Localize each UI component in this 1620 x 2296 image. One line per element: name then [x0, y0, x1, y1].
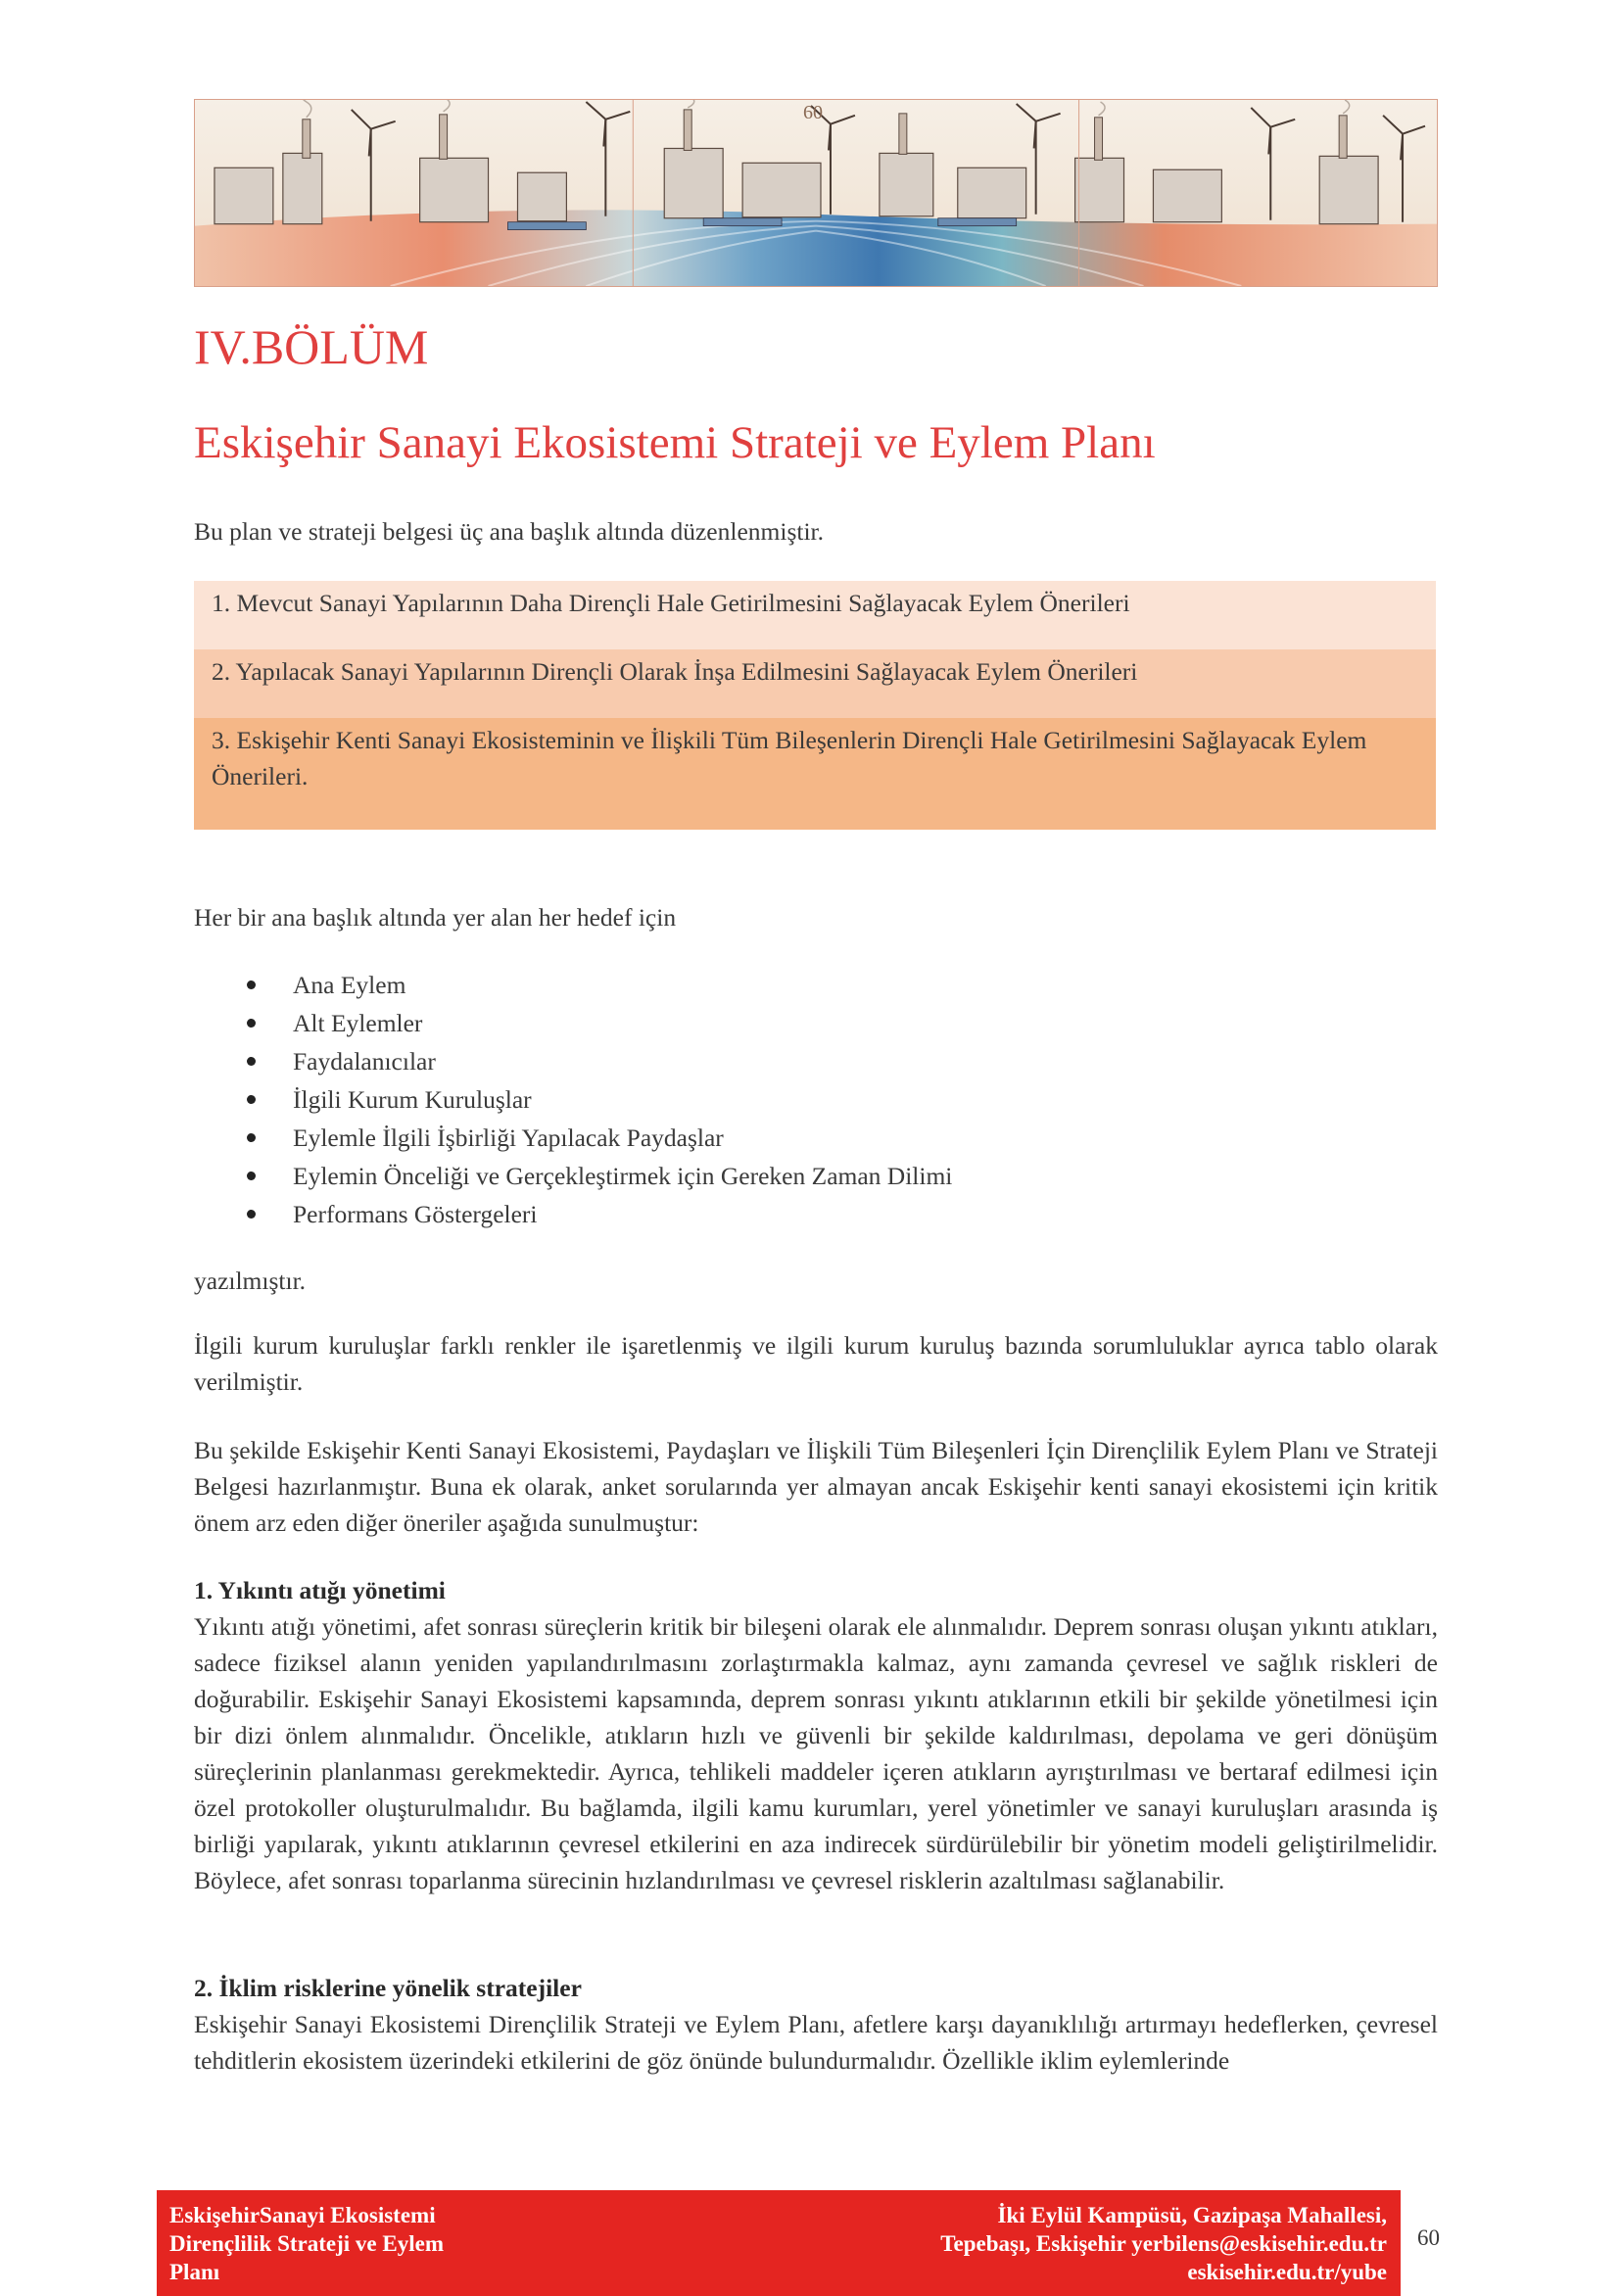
- list-item: Ana Eylem: [194, 966, 952, 1004]
- bullet-icon: [247, 981, 256, 989]
- bullet-icon: [247, 1057, 256, 1066]
- plan-heading-2: 2. Yapılacak Sanayi Yapılarının Dirençli Olarak İnşa Edilmesini Sağlayacak Eylem Önerileri: [194, 649, 1436, 718]
- list-item: İlgili Kurum Kuruluşlar: [194, 1080, 952, 1119]
- footer-bar: [157, 2190, 1401, 2296]
- list-item: Faydalanıcılar: [194, 1042, 952, 1080]
- list-intro: Her bir ana başlık altında yer alan her hedef için: [194, 903, 677, 932]
- plan-heading-1: 1. Mevcut Sanayi Yapılarının Daha Dirençli Hale Getirilmesini Sağlayacak Eylem Önerileri: [194, 581, 1436, 649]
- industry-landscape-illustration: [195, 100, 1437, 286]
- list-item: Alt Eylemler: [194, 1004, 952, 1042]
- section-2-body: Eskişehir Sanayi Ekosistemi Dirençlilik Strateji ve Eylem Planı, afetlere karşı dayanıklılığı artırmayı hedeflerken, çevresel tehditlerin ekosistem üzerindeki etkilerini de göz önünde bulundurmalıdır. Özellikle iklim eylemlerinde: [194, 2010, 1438, 2075]
- section-1-body: Yıkıntı atığı yönetimi, afet sonrası süreçlerin kritik bir bileşeni olarak ele alınmalıdır. Deprem sonrası oluşan yıkıntı atıkları, sadece fiziksel alanın yeniden yapılandırılmasını zorlaştırmakla kalmaz, aynı zamanda çevresel ve sağlık riskleri de doğurabilir. Eskişehir Sanayi Ekosistemi kapsamında, deprem sonrası yıkıntı atıklarının etkili bir şekilde yönetilmesi için bir dizi önlem alınmalıdır. Öncelikle, atıkların hızlı ve güvenli bir şekilde kaldırılması, depolama ve geri dönüşüm süreçlerinin planlanması gerekmektedir. Ayrıca, tehlikeli maddeler içeren atıkların ayrıştırılması ve bertaraf edilmesi için özel protokoller oluşturulmalıdır. Bu bağlamda, ilgili kamu kurumları, yerel yönetimler ve sanayi kuruluşları arasında iş birliği yapılarak, yıkıntı atıklarının çevresel etkilerini en aza indirecek sürdürülebilir bir yönetim modeli geliştirilmelidir. Böylece, afet sonrası toparlanma sürecinin hızlandırılması ve çevresel risklerin azaltılması sağlanabilir.: [194, 1612, 1438, 1894]
- footer-page-number: 60: [1417, 2225, 1440, 2250]
- plan-heading-3: 3. Eskişehir Kenti Sanayi Ekosisteminin ve İlişkili Tüm Bileşenlerin Dirençli Hale Getirilmesini Sağlayacak Eylem Önerileri.: [194, 718, 1436, 830]
- section-1-heading: 1. Yıkıntı atığı yönetimi: [194, 1576, 446, 1604]
- header-banner-image: [194, 99, 1438, 287]
- footer-contact: İki Eylül Kampüsü, Gazipaşa Mahallesi, Tepebaşı, Eskişehir yerbilens@eskisehir.edu.tr eskisehir.edu.tr/yube: [940, 2203, 1387, 2284]
- list-item: Eylemin Önceliği ve Gerçekleştirmek için Gereken Zaman Dilimi: [194, 1157, 952, 1195]
- bullet-icon: [247, 1019, 256, 1028]
- summary-paragraph: Bu şekilde Eskişehir Kenti Sanayi Ekosistemi, Paydaşları ve İlişkili Tüm Bileşenleri İçin Dirençlilik Eylem Planı ve Strateji Belgesi hazırlanmıştır. Buna ek olarak, anket sorularında yer almayan ancak Eskişehir kenti sanayi ekosistemi için kritik önem arz eden diğer öneriler aşağıda sunulmuştur:: [194, 1436, 1438, 1537]
- list-item: Performans Göstergeleri: [194, 1195, 952, 1233]
- institutions-paragraph: İlgili kurum kuruluşlar farklı renkler ile işaretlenmiş ve ilgili kurum kuruluş bazında sorumluluklar ayrıca tablo olarak verilmiştir.: [194, 1331, 1438, 1396]
- bullet-icon: [247, 1172, 256, 1180]
- list-item: Eylemle İlgili İşbirliği Yapılacak Paydaşlar: [194, 1119, 952, 1157]
- bullet-icon: [247, 1133, 256, 1142]
- bullet-icon: [247, 1210, 256, 1219]
- action-components-list: [194, 966, 952, 1233]
- section-2-heading: 2. İklim risklerine yönelik stratejiler: [194, 1974, 582, 2002]
- chapter-title: IV.BÖLÜM: [194, 319, 429, 374]
- section-title: Eskişehir Sanayi Ekosistemi Strateji ve Eylem Planı: [194, 417, 1156, 468]
- bullet-icon: [247, 1095, 256, 1104]
- footer-document-title: EskişehirSanayi Ekosistemi Dirençlilik Strateji ve Eylem Planı: [169, 2203, 444, 2284]
- list-outro: yazılmıştır.: [194, 1267, 307, 1295]
- header-page-number: 60: [803, 102, 823, 123]
- intro-paragraph: Bu plan ve strateji belgesi üç ana başlık altında düzenlenmiştir.: [194, 517, 824, 546]
